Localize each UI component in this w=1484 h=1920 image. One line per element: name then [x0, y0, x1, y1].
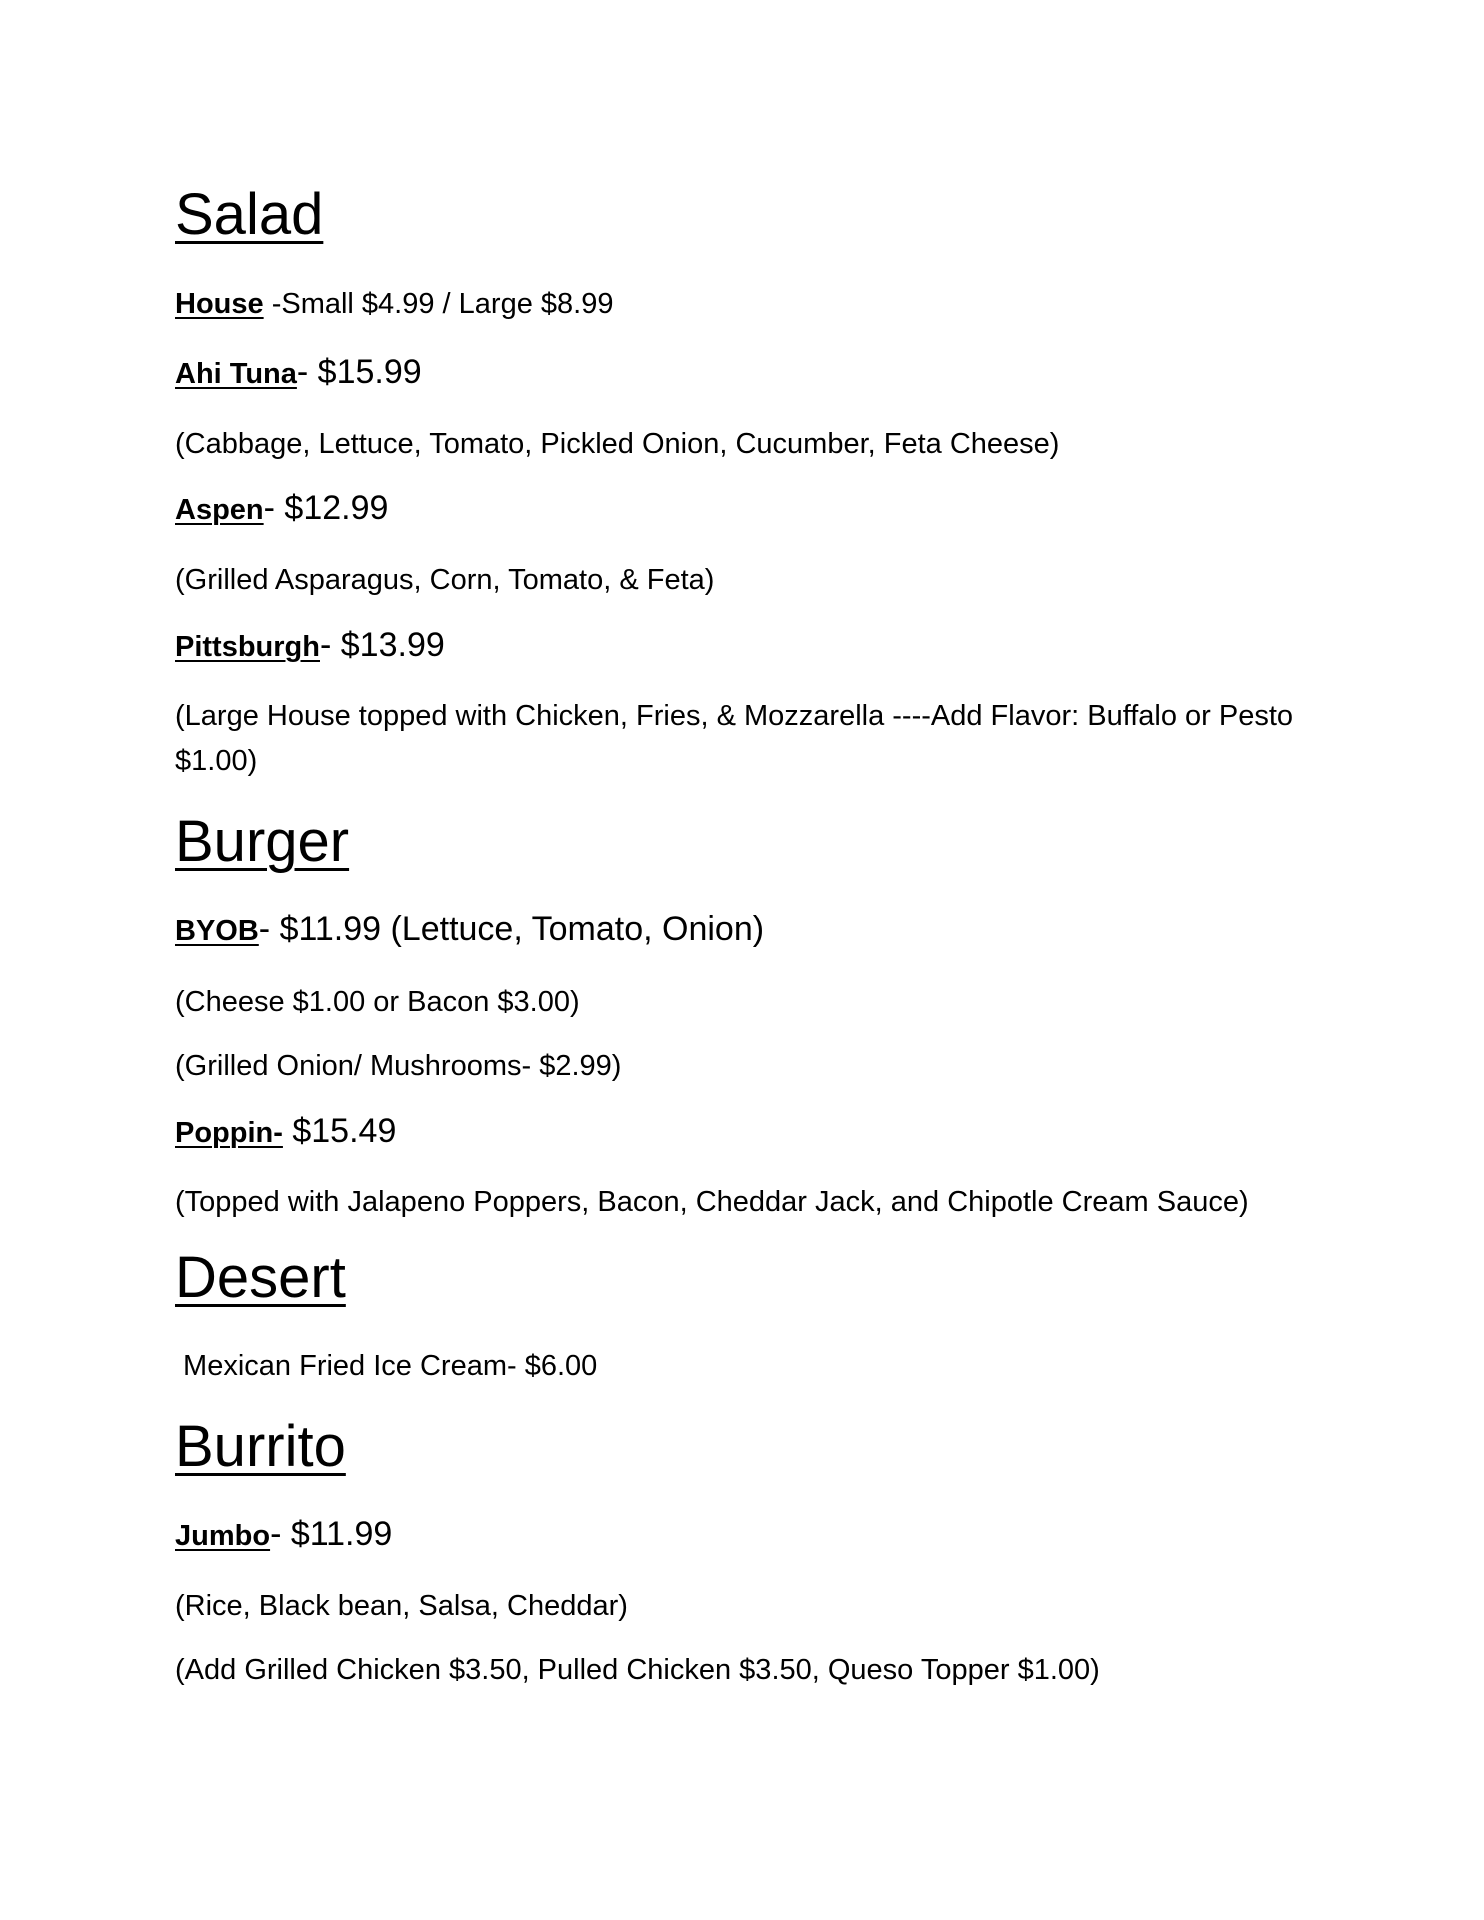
item-price: - $15.99 — [296, 353, 422, 391]
section-heading-burger: Burger — [175, 809, 350, 874]
item-price: - $13.99 — [320, 626, 445, 664]
item-description: (Cheese $1.00 or Bacon $3.00) — [175, 986, 580, 1018]
item-price: - $11.99 — [270, 1515, 393, 1553]
item-name: Poppin- — [175, 1117, 283, 1149]
menu-item-fried-ice-cream: Mexican Fried Ice Cream- $6.00 — [175, 1350, 598, 1382]
item-price: - $11.99 (Lettuce, Tomato, Onion) — [258, 910, 765, 948]
item-name: BYOB — [175, 915, 259, 947]
item-name: Jumbo — [175, 1520, 271, 1552]
menu-item-jumbo — [175, 1515, 392, 1555]
item-price: $15.49 — [282, 1112, 397, 1150]
item-description: (Cabbage, Lettuce, Tomato, Pickled Onion, Cucumber, Feta Cheese) — [175, 428, 1060, 460]
section-heading-salad: Salad — [175, 182, 324, 247]
menu-item-aspen — [175, 489, 388, 529]
item-name: Aspen — [175, 494, 264, 526]
section-heading-burrito: Burrito — [175, 1414, 346, 1479]
item-description: (Grilled Onion/ Mushrooms- $2.99) — [175, 1050, 622, 1082]
menu-item-poppin — [175, 1112, 396, 1152]
menu-item-byob — [175, 910, 764, 950]
menu-item-ahi-tuna — [175, 353, 422, 393]
item-description: (Topped with Jalapeno Poppers, Bacon, Cheddar Jack, and Chipotle Cream Sauce) — [175, 1186, 1249, 1218]
menu-item-pittsburgh — [175, 626, 445, 666]
section-heading-desert: Desert — [175, 1245, 346, 1310]
item-name: House — [175, 288, 264, 320]
item-name: Pittsburgh — [175, 631, 320, 663]
item-description: (Add Grilled Chicken $3.50, Pulled Chicken $3.50, Queso Topper $1.00) — [175, 1654, 1100, 1686]
item-price: -Small $4.99 / Large $8.99 — [263, 288, 614, 320]
menu-item-house — [175, 285, 613, 323]
item-description: (Large House topped with Chicken, Fries, & Mozzarella ----Add Flavor: Buffalo or Pesto $1.00) — [175, 700, 1294, 777]
item-name: Ahi Tuna — [175, 358, 297, 390]
item-price: - $12.99 — [263, 489, 389, 527]
item-description: (Rice, Black bean, Salsa, Cheddar) — [175, 1590, 628, 1622]
item-description: (Grilled Asparagus, Corn, Tomato, & Feta) — [175, 564, 715, 596]
